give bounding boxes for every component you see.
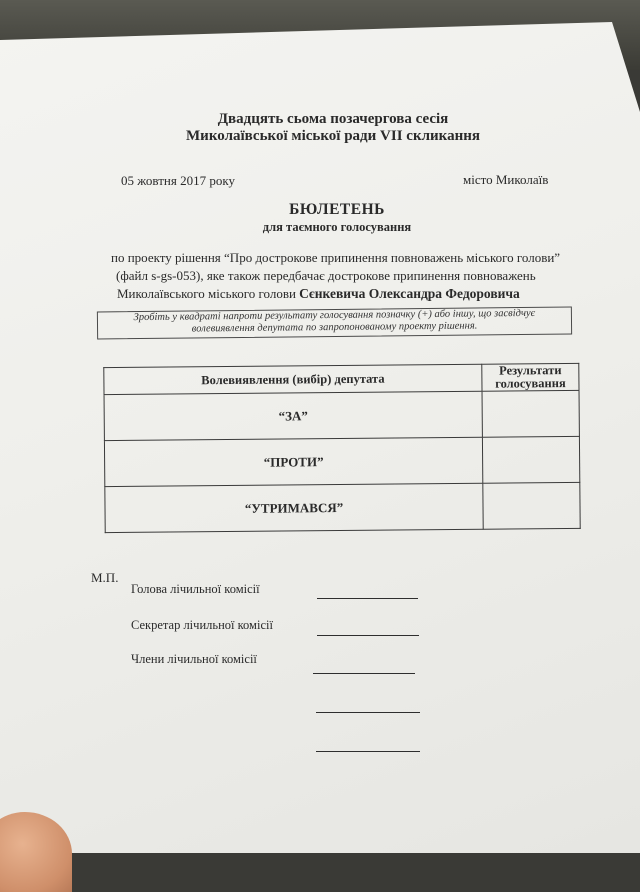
member-signature-line-2[interactable]: [316, 712, 420, 713]
vote-box-abstain[interactable]: [483, 482, 580, 529]
session-title: Двадцять сьома позачергова сесія: [217, 111, 449, 127]
ballot-date: 05 жовтня 2017 року: [121, 173, 235, 188]
choice-column-header: Волевиявлення (вибір) депутата: [104, 364, 482, 394]
ballot-city: місто Миколаїв: [463, 172, 549, 187]
chair-label: Голова лічильної комісії: [131, 582, 260, 596]
result-header-line-2: голосування: [495, 376, 566, 391]
description-line-2: (файл s-gs-053), яке також передбачає дострокове припинення повноважень: [116, 268, 536, 283]
result-header-line-1: Результати: [499, 363, 562, 378]
stamp-place: М.П.: [91, 570, 119, 585]
mayor-name: Сєнкевича Олександра Федоровича: [299, 286, 520, 301]
description-line-1: по проекту рішення “Про дострокове припинення повноважень міського голови”: [111, 250, 561, 265]
members-label: Члени лічильної комісії: [131, 652, 257, 666]
table-row: [104, 436, 579, 486]
bulletin-subtitle: для таємного голосування: [262, 220, 412, 234]
option-abstain: “УТРИМАВСЯ”: [105, 483, 483, 532]
secretary-label: Секретар лічильної комісії: [131, 618, 273, 632]
voting-table-header: [104, 363, 579, 394]
council-title: Миколаївської міської ради VII скликання: [186, 128, 480, 144]
voting-table: [103, 363, 580, 533]
member-signature-line-3[interactable]: [316, 751, 420, 752]
vote-box-against[interactable]: [482, 436, 579, 483]
secretary-signature-line[interactable]: [317, 635, 419, 636]
description-line-3-prefix: Миколаївського міського голови: [117, 286, 300, 301]
description-line-3: [117, 286, 520, 302]
vote-box-for[interactable]: [482, 390, 579, 437]
instructions-line-1: Зробіть у квадраті напроти результату голосування позначку (+) або іншу, що засвідчує: [133, 307, 536, 324]
bulletin-title: БЮЛЕТЕНЬ: [289, 201, 385, 218]
instructions-line-2: волевиявлення депутата по запропонованому проекту рішення.: [191, 320, 478, 335]
result-column-header: [482, 363, 579, 391]
instructions-box: [97, 307, 572, 340]
table-row: [104, 390, 579, 440]
option-against: “ПРОТИ”: [104, 437, 482, 486]
chair-signature-line[interactable]: [317, 598, 418, 599]
option-for: “ЗА”: [104, 391, 482, 440]
table-row: [105, 482, 580, 532]
member-signature-line-1[interactable]: [313, 673, 415, 674]
